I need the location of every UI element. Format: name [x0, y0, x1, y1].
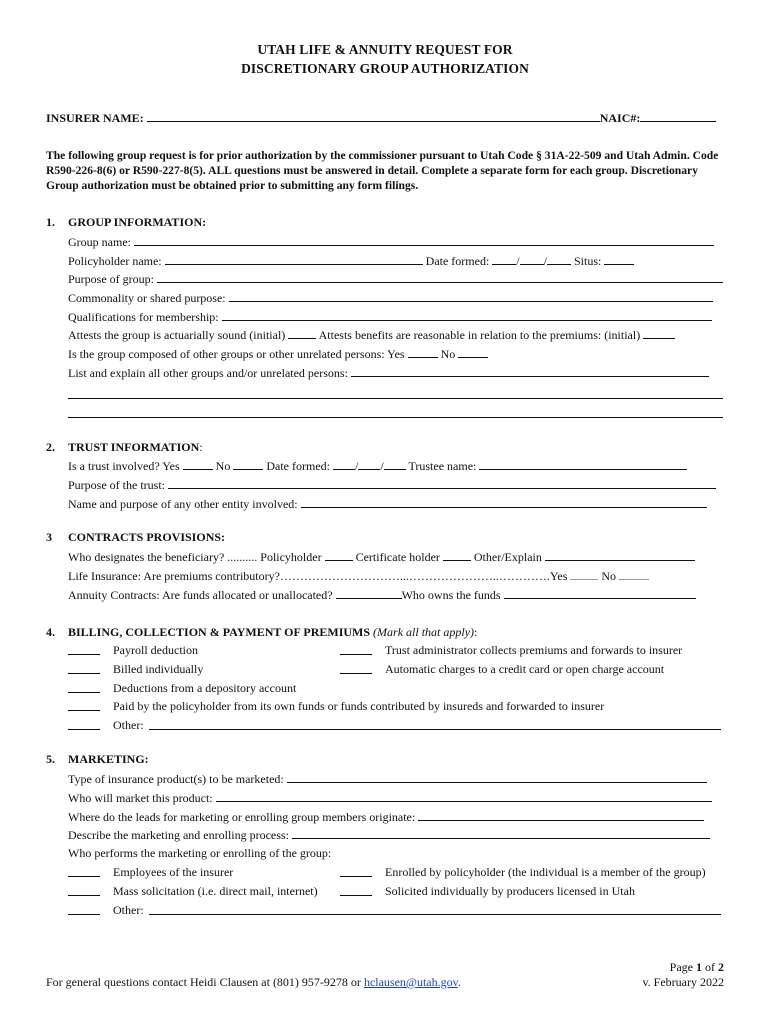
billing-item-3	[68, 699, 605, 715]
list-field-line-2[interactable]	[68, 397, 723, 399]
other-explain-label: Other/Explain	[473, 550, 542, 564]
billing-check-3[interactable]	[68, 699, 100, 711]
trustee-label: Trustee name:	[408, 459, 477, 473]
insurer-label: INSURER NAME	[46, 111, 140, 125]
list-label: List and explain all other groups and/or unrelated persons:	[68, 366, 348, 380]
section-5-number: 5.	[46, 752, 55, 766]
billing-check-r1[interactable]	[340, 662, 372, 674]
annuity-row	[68, 587, 696, 603]
beneficiary-label: Who designates the beneficiary? .......... Policyholder	[68, 550, 322, 564]
section-4-header: BILLING, COLLECTION & PAYMENT OF PREMIUMS	[68, 625, 371, 639]
other-entity-field[interactable]	[301, 496, 707, 508]
billing-label-r0: Trust administrator collects premiums and forwards to insurer	[385, 643, 683, 657]
section-2-number: 2.	[46, 440, 55, 454]
composed-no-label: No	[440, 347, 456, 361]
footer-contact: For general questions contact Heidi Clausen at (801) 957-9278 or hclausen@utah.gov.	[46, 975, 461, 989]
marketing-check-0[interactable]	[68, 865, 100, 877]
attest-benefits-initial[interactable]	[643, 327, 675, 339]
date-day-field[interactable]	[520, 253, 544, 265]
section-4-note: (Mark all that apply)	[373, 625, 475, 639]
composed-label: Is the group composed of other groups or other unrelated persons: Yes	[68, 347, 405, 361]
billing-check-4[interactable]	[68, 718, 100, 730]
email-link[interactable]: hclausen@utah.gov	[363, 975, 458, 989]
marketing-label-r0: Enrolled by policyholder (the individual is a member of the group)	[385, 865, 706, 879]
annuity-allocated-field[interactable]	[336, 587, 402, 599]
purpose-row	[68, 271, 723, 287]
policyholder-field[interactable]	[165, 253, 423, 265]
insurer-name-field[interactable]	[147, 110, 600, 122]
billing-check-r0[interactable]	[340, 643, 372, 655]
other-explain-field[interactable]	[545, 549, 695, 561]
group-name-field[interactable]	[134, 234, 714, 246]
trust-involved-label: Is a trust involved? Yes	[68, 459, 180, 473]
other-entity-label: Name and purpose of any other entity involved:	[68, 497, 298, 511]
situs-field[interactable]	[604, 253, 634, 265]
naic-field[interactable]	[640, 110, 716, 122]
who-owns-field[interactable]	[504, 587, 696, 599]
trust-purpose-label: Purpose of the trust:	[68, 478, 165, 492]
section-3-number: 3	[46, 530, 52, 544]
trust-yes-field[interactable]	[183, 458, 213, 470]
list-field[interactable]	[351, 365, 709, 377]
who-owns-label: Who owns the funds	[401, 588, 501, 602]
attest-benefits-label: Attests benefits are reasonable in relation to the premiums: (initial)	[318, 328, 641, 342]
list-field-line-3[interactable]	[68, 416, 723, 418]
group-name-label: Group name:	[68, 235, 131, 249]
product-type-label: Type of insurance product(s) to be marketed:	[68, 772, 284, 786]
date-month-field[interactable]	[492, 253, 516, 265]
trust-date-year[interactable]	[384, 458, 406, 470]
footer-contact-text: For general questions contact Heidi Clausen at (801) 957-9278 or	[46, 975, 364, 989]
billing-label-0: Payroll deduction	[113, 643, 198, 657]
naic-label: NAIC#:	[599, 111, 641, 125]
insurer-row: INSURER NAME: NAIC#:	[46, 110, 716, 126]
trust-no-label: No	[215, 459, 231, 473]
marketing-label-r1: Solicited individually by producers licensed in Utah	[385, 884, 635, 898]
trust-purpose-row	[68, 477, 716, 493]
policyholder-row: Policyholder name: Date formed: / / Situs:	[68, 253, 634, 269]
attest-sound-initial[interactable]	[288, 327, 316, 339]
date-year-field[interactable]	[547, 253, 571, 265]
group-name-row	[68, 234, 714, 250]
who-performs-row	[68, 846, 331, 861]
marketing-label-0: Employees of the insurer	[113, 865, 234, 879]
section-4-header-row: BILLING, COLLECTION & PAYMENT OF PREMIUMS (Mark all that apply):	[68, 625, 478, 639]
billing-item-0	[68, 643, 198, 659]
certificate-holder-label: Certificate holder	[355, 550, 440, 564]
beneficiary-cert-field[interactable]	[443, 549, 471, 561]
describe-field[interactable]	[292, 827, 710, 839]
billing-label-r1: Automatic charges to a credit card or open charge account	[385, 662, 665, 676]
commonality-row	[68, 290, 713, 306]
section-1-number: 1.	[46, 215, 55, 229]
policyholder-label: Policyholder name:	[68, 254, 162, 268]
commonality-label: Commonality or shared purpose:	[68, 291, 226, 305]
marketing-check-2[interactable]	[68, 903, 100, 915]
life-no-field[interactable]	[619, 568, 649, 580]
purpose-field[interactable]	[157, 271, 723, 283]
billing-check-1[interactable]	[68, 662, 100, 674]
section-2-header-row: TRUST INFORMATION:	[68, 440, 203, 454]
purpose-label: Purpose of group:	[68, 272, 154, 286]
life-insurance-row	[68, 568, 649, 584]
intro-paragraph: The following group request is for prior authorization by the commissioner pursuant to Utah Code § 31A-22-509 and Utah Admin. Code R590-226-8(6) or R590-227-8(5). ALL questions must be answered in detail. Complete a separate form for each group. Discretionary Group authorization must be obtained prior to submitting any form filings.	[46, 149, 719, 192]
trust-date-label: Date formed:	[266, 459, 330, 473]
qualifications-label: Qualifications for membership:	[68, 310, 219, 324]
other-entity-row	[68, 496, 707, 512]
composed-row	[68, 346, 488, 362]
section-4-number: 4.	[46, 625, 55, 639]
life-yes-field[interactable]	[570, 568, 598, 580]
describe-label: Describe the marketing and enrolling process:	[68, 828, 289, 842]
version-label: v. February 2022	[642, 975, 724, 989]
leads-field[interactable]	[418, 809, 704, 821]
billing-item-1	[68, 662, 204, 678]
marketing-label-1: Mass solicitation (i.e. direct mail, internet)	[113, 884, 318, 898]
trust-date-day[interactable]	[358, 458, 380, 470]
billing-check-2[interactable]	[68, 681, 100, 693]
billing-item-2	[68, 681, 297, 697]
leads-row	[68, 809, 704, 825]
marketing-item-1	[68, 884, 318, 900]
leads-label: Where do the leads for marketing or enrolling group members originate:	[68, 810, 416, 824]
marketing-check-r0[interactable]	[340, 865, 372, 877]
life-no-label: No	[601, 569, 617, 583]
commonality-field[interactable]	[229, 290, 713, 302]
marketing-label-2: Other:	[113, 903, 144, 917]
billing-item-r0	[340, 643, 683, 659]
situs-label: Situs:	[573, 254, 602, 268]
billing-label-1: Billed individually	[113, 662, 204, 676]
beneficiary-policyholder-field[interactable]	[325, 549, 353, 561]
marketing-check-1[interactable]	[68, 884, 100, 896]
form-title-line2: DISCRETIONARY GROUP AUTHORIZATION	[241, 61, 529, 76]
composed-no-field[interactable]	[458, 346, 488, 358]
marketing-item-r1	[340, 884, 635, 900]
trust-involved-row: Is a trust involved? Yes No Date formed: / / Trustee name:	[68, 458, 687, 474]
billing-label-2: Deductions from a depository account	[113, 681, 297, 695]
form-title-line1: UTAH LIFE & ANNUITY REQUEST FOR	[257, 42, 513, 57]
who-market-field[interactable]	[216, 790, 712, 802]
list-row	[68, 365, 709, 381]
trust-purpose-field[interactable]	[168, 477, 716, 489]
annuity-label: Annuity Contracts: Are funds allocated or unallocated?	[68, 588, 333, 602]
marketing-item-2	[68, 903, 144, 919]
product-type-row	[68, 771, 707, 787]
section-5-header: MARKETING:	[68, 752, 149, 766]
trust-no-field[interactable]	[233, 458, 263, 470]
composed-yes-field[interactable]	[408, 346, 438, 358]
section-2-header: TRUST INFORMATION	[68, 440, 200, 454]
billing-check-0[interactable]	[68, 643, 100, 655]
qualifications-row	[68, 309, 712, 325]
who-market-row	[68, 790, 712, 806]
billing-other-field[interactable]	[149, 718, 721, 730]
trust-date-month[interactable]	[333, 458, 355, 470]
billing-label-3: Paid by the policyholder from its own funds or funds contributed by insureds and forwarded to insurer	[113, 699, 605, 713]
marketing-item-r0	[340, 865, 706, 881]
billing-item-4	[68, 718, 144, 734]
section-1-header: GROUP INFORMATION:	[68, 215, 207, 229]
section-3-header: CONTRACTS PROVISIONS:	[68, 530, 226, 544]
who-performs-label: Who performs the marketing or enrolling of the group:	[68, 846, 332, 860]
beneficiary-row	[68, 549, 695, 565]
attest-sound-label: Attests the group is actuarially sound (initial)	[68, 328, 286, 342]
who-market-label: Who will market this product:	[68, 791, 213, 805]
qualifications-field[interactable]	[222, 309, 712, 321]
describe-row	[68, 827, 710, 843]
marketing-item-0	[68, 865, 234, 881]
date-formed-label: Date formed:	[425, 254, 490, 268]
marketing-check-r1[interactable]	[340, 884, 372, 896]
product-type-field[interactable]	[287, 771, 707, 783]
attest-row	[68, 327, 675, 343]
marketing-other-field[interactable]	[149, 903, 721, 915]
page-number: Page 1 of 2	[669, 960, 724, 974]
billing-label-4: Other:	[113, 718, 144, 732]
life-insurance-label: Life Insurance: Are premiums contributory?…………………………...…………………..………….Yes	[68, 569, 568, 583]
trustee-field[interactable]	[479, 458, 687, 470]
billing-item-r1	[340, 662, 665, 678]
